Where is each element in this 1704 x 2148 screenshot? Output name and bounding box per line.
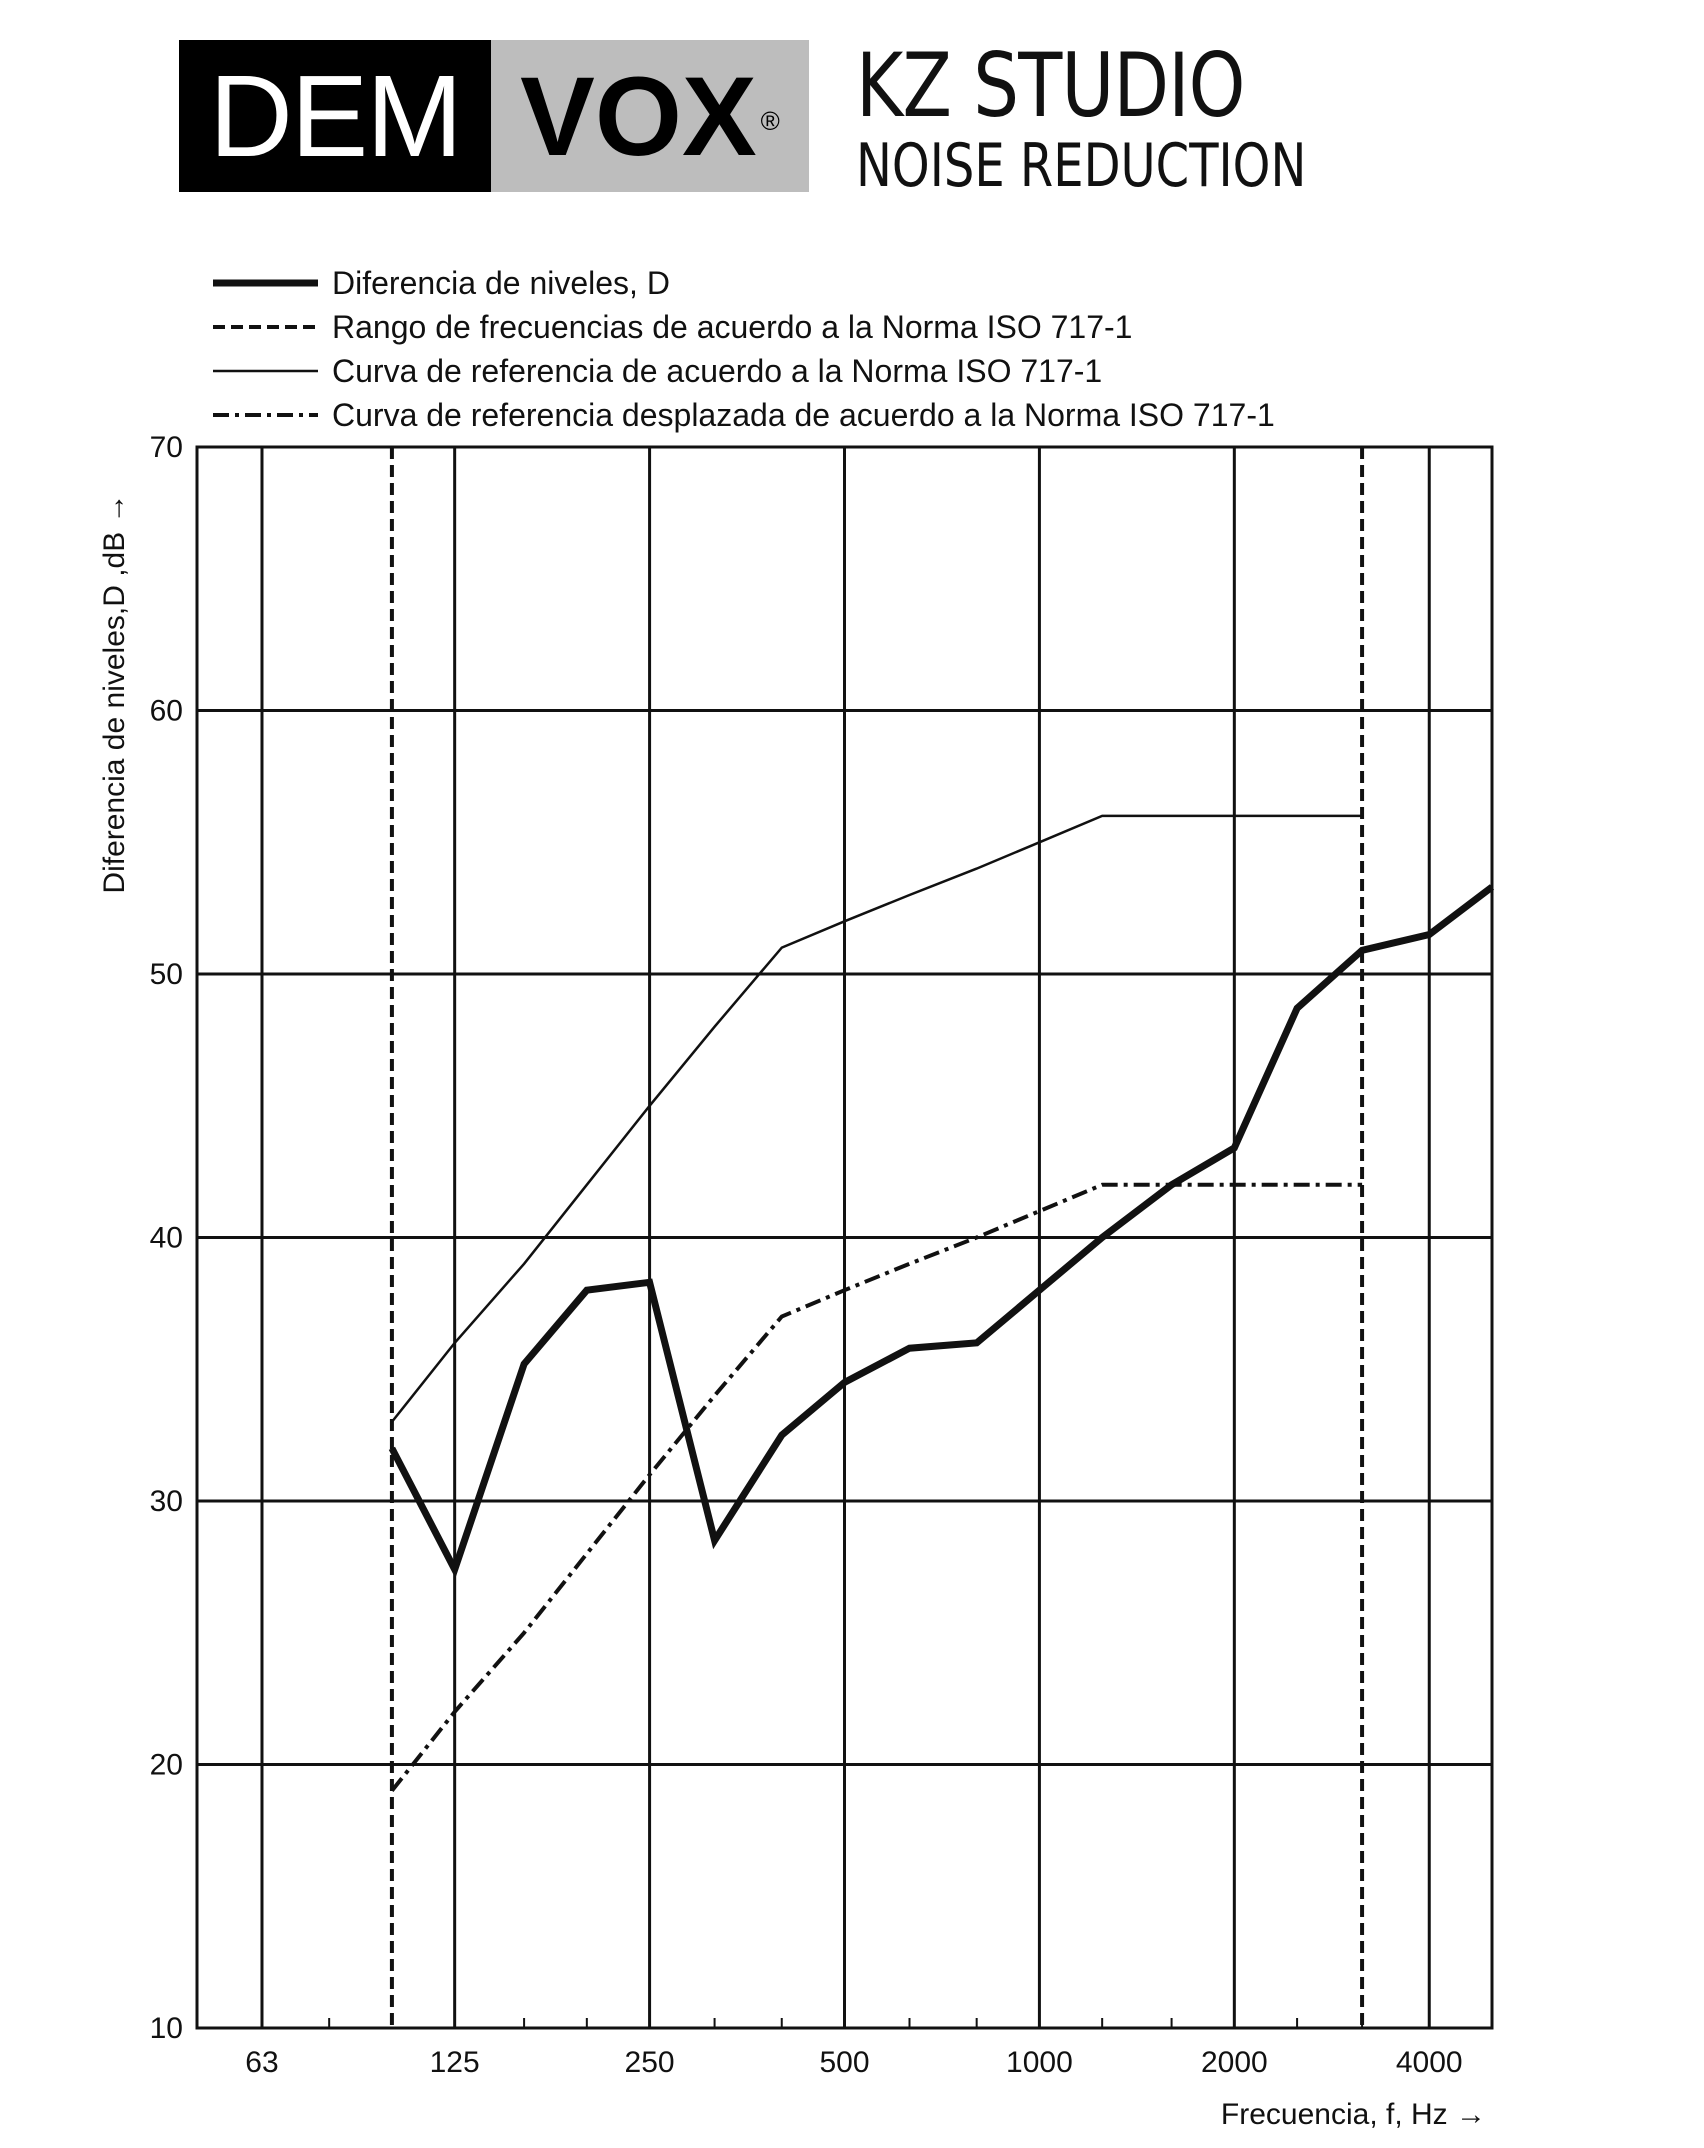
legend-label: Curva de referencia desplazada de acuerdo a la Norma ISO 717-1 <box>332 397 1275 433</box>
x-tick-label: 2000 <box>1200 2046 1268 2079</box>
y-tick-label: 30 <box>149 1485 183 1518</box>
logo-vox-text: VOX <box>520 53 757 179</box>
product-subtitle: NOISE REDUCTION <box>856 131 1307 201</box>
legend-label: Curva de referencia de acuerdo a la Norma ISO 717-1 <box>332 353 1103 389</box>
y-axis-label: Diferencia de niveles,D ,dB → <box>98 493 131 894</box>
y-tick-label: 20 <box>149 1748 183 1782</box>
x-tick-label: 500 <box>819 2046 870 2079</box>
x-tick-label: 4000 <box>1395 2046 1463 2079</box>
series-line-1 <box>392 887 1492 1570</box>
series-line-3 <box>392 816 1362 1422</box>
registered-mark: ® <box>760 105 780 136</box>
legend <box>213 265 1275 433</box>
y-tick-label: 50 <box>149 958 183 991</box>
product-title: KZ STUDIO <box>856 34 1245 137</box>
x-tick-label: 125 <box>429 2046 480 2079</box>
legend-label: Rango de frecuencias de acuerdo a la Norma ISO 717-1 <box>332 309 1133 345</box>
x-tick-label: 250 <box>624 2046 675 2079</box>
y-tick-label: 60 <box>149 694 183 728</box>
y-tick-label: 40 <box>149 1221 183 1255</box>
y-tick-label: 70 <box>149 431 183 464</box>
logo-dem: DEM <box>179 40 491 192</box>
x-axis-label: Frecuencia, f, Hz → <box>1220 2098 1486 2131</box>
x-tick-label: 63 <box>245 2046 279 2079</box>
x-tick-label: 1000 <box>1006 2046 1073 2079</box>
y-tick-label: 10 <box>149 2012 183 2045</box>
legend-label: Diferencia de niveles, D <box>332 265 670 301</box>
series-line-4 <box>392 1185 1362 1791</box>
tick-labels <box>150 431 1463 2079</box>
